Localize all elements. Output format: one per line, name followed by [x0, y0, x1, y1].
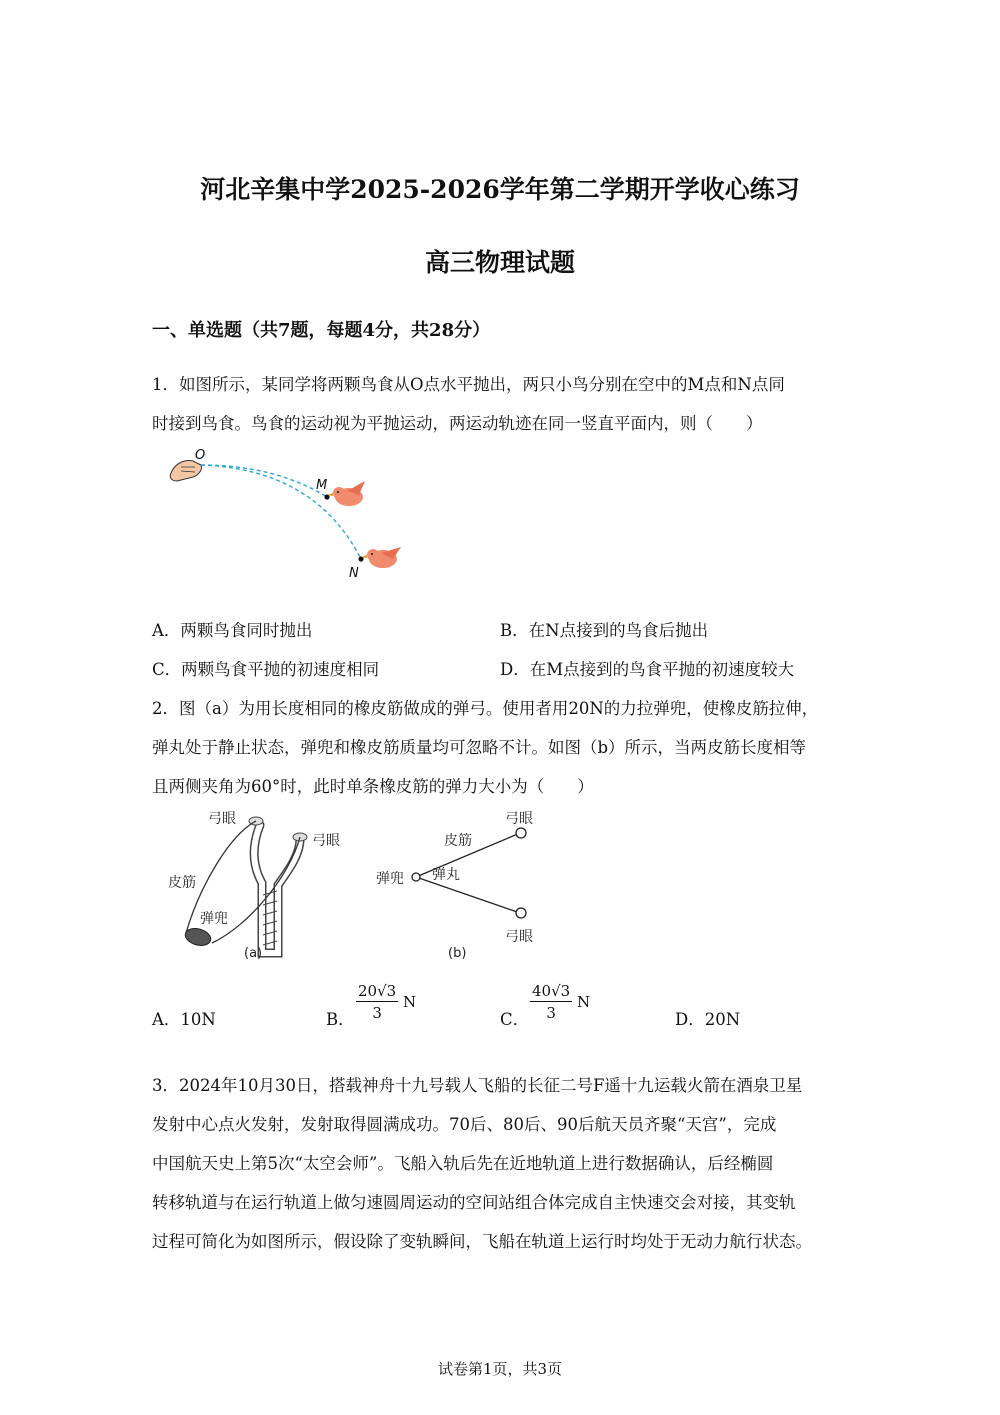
- fig-b-rubber: 皮筋: [444, 833, 472, 849]
- bird-icon: [327, 481, 365, 506]
- q2-option-b-numerator: 20√3: [358, 982, 397, 1000]
- q2-line1: 2．图（a）为用长度相同的橡皮筋做成的弹弓。使用者用20N的力拉弹兜，使橡皮筋拉伸，: [152, 699, 819, 718]
- q2-line3: 且两侧夹角为60°时，此时单条橡皮筋的弹力大小为（ ）: [152, 777, 594, 796]
- q1-option-c: C．两颗鸟食平抛的初速度相同: [152, 660, 380, 679]
- label-m: M: [316, 478, 328, 493]
- q1-line2: 时接到鸟食。鸟食的运动视为平抛运动，两运动轨迹在同一竖直平面内，则（ ）: [152, 414, 763, 433]
- q1-option-b: B．在N点接到的鸟食后抛出: [500, 621, 709, 640]
- q2-option-a: A．10N: [152, 1010, 216, 1029]
- section-heading: 一、单选题（共7题，每题4分，共28分）: [152, 320, 491, 341]
- fig-a-caption: (a): [244, 946, 263, 961]
- q3-line1: 3．2024年10月30日，搭载神舟十九号载人飞船的长征二号F遥十九运载火箭在酒泉卫星: [152, 1076, 803, 1095]
- fig-b-pellet: 弹丸: [432, 867, 460, 883]
- fig-a-rubber: 皮筋: [168, 875, 196, 891]
- q2-option-c-prefix: C．: [500, 1010, 530, 1029]
- q2-option-b-prefix: B．: [326, 1010, 355, 1029]
- q1-option-d: D．在M点接到的鸟食平抛的初速度较大: [500, 660, 795, 679]
- q2-option-b-unit: N: [403, 993, 417, 1011]
- q2-option-b-denominator: 3: [372, 1004, 382, 1022]
- hand-icon: [170, 461, 201, 482]
- trajectory-m: [201, 465, 327, 497]
- fig-a-pouch: 弹兜: [200, 911, 228, 927]
- bird-icon: [361, 547, 401, 568]
- q3-line5: 过程可简化为如图所示，假设除了变轨瞬间，飞船在轨道上运行时均处于无动力航行状态。: [152, 1232, 812, 1251]
- label-n: N: [349, 566, 359, 581]
- fig-b-bow-eye-top: 弓眼: [505, 811, 533, 827]
- exam-title: 河北辛集中学2025-2026学年第二学期开学收心练习: [200, 175, 800, 204]
- q1-figure: [165, 445, 425, 585]
- fig-a-bow-eye-right: 弓眼: [312, 833, 340, 849]
- fig-b-caption: (b): [448, 946, 467, 961]
- q2-option-c-denominator: 3: [546, 1004, 556, 1022]
- q3-line3: 中国航天史上第5次“太空会师”。飞船入轨后先在近地轨道上进行数据确认，后经椭圆: [152, 1154, 774, 1173]
- q2-option-d: D．20N: [675, 1010, 741, 1029]
- fig-b-bow-eye-bottom: 弓眼: [505, 929, 533, 945]
- q2-figure: [160, 805, 550, 970]
- q3-line4: 转移轨道与在运行轨道上做匀速圆周运动的空间站组合体完成自主快速交会对接，其变轨: [152, 1193, 796, 1212]
- q2-option-c-unit: N: [577, 993, 591, 1011]
- q3-line2: 发射中心点火发射，发射取得圆满成功。70后、80后、90后航天员齐聚“天宫”，完成: [152, 1115, 777, 1134]
- fig-a-bow-eye-left: 弓眼: [208, 811, 236, 827]
- label-o: O: [195, 448, 206, 463]
- exam-subtitle: 高三物理试题: [424, 248, 575, 277]
- trajectory-n: [201, 465, 361, 559]
- fig-b-pouch: 弹兜: [376, 871, 404, 887]
- q2-option-b-fraction: [356, 982, 398, 1022]
- slingshot-figure: [183, 817, 307, 953]
- page-footer: 试卷第1页，共3页: [437, 1360, 563, 1378]
- q1-option-a: A．两颗鸟食同时抛出: [152, 621, 313, 640]
- q1-line1: 1．如图所示，某同学将两颗鸟食从O点水平抛出，两只小鸟分别在空中的M点和N点同: [152, 375, 785, 394]
- q2-line2: 弹丸处于静止状态，弹兜和橡皮筋质量均可忽略不计。如图（b）所示，当两皮筋长度相等: [152, 738, 807, 757]
- q2-option-c-fraction: [530, 982, 572, 1022]
- q2-option-c-numerator: 40√3: [532, 982, 571, 1000]
